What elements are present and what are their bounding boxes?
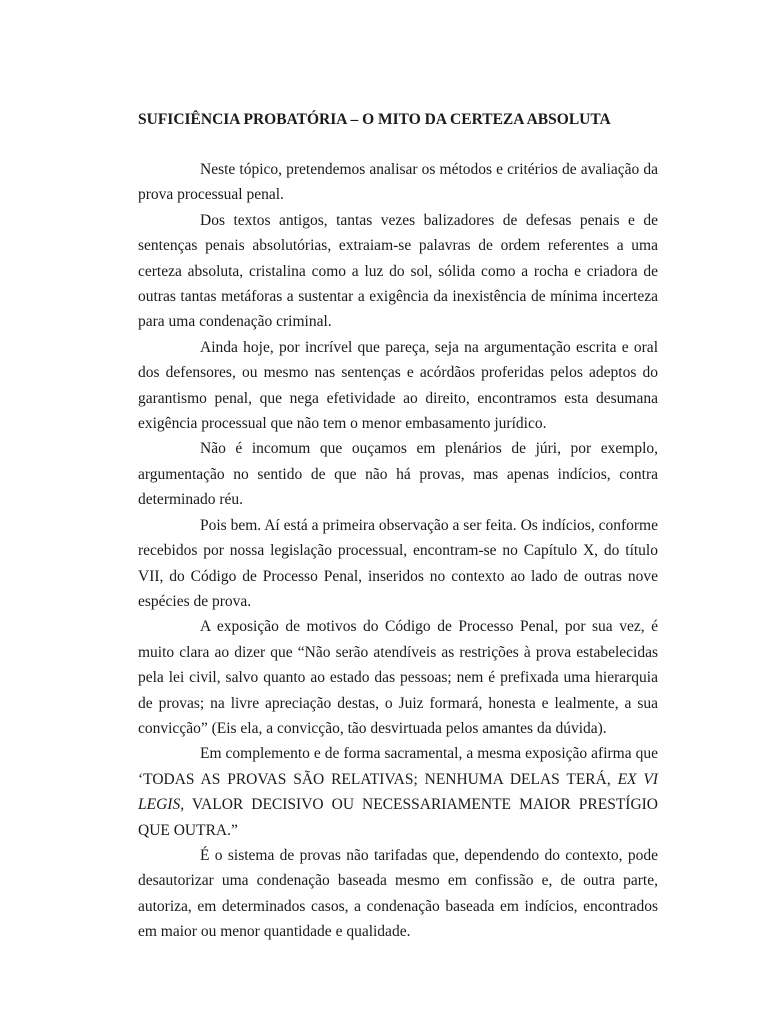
document-title: SUFICIÊNCIA PROBATÓRIA – O MITO DA CERTEZA ABSOLUTA: [138, 111, 611, 128]
italic-latin-phrase: EX VI LEGIS,: [138, 770, 658, 814]
document-page: [138, 108, 658, 945]
paragraph: Pois bem. Aí está a primeira observação a ser feita. Os indícios, conforme recebidos por nossa legislação processual, encontram-se no Capítulo X, do título VII, do Código de Processo Penal, inseridos no contexto ao lado de outras nove espécies de prova.: [138, 516, 658, 610]
paragraph-text: Em complemento e de forma sacramental, a mesma exposição afirma que ‘TODAS AS PROVAS SÃO RELATIVAS; NENHUMA DELAS TERÁ,: [138, 745, 658, 788]
paragraph: A exposição de motivos do Código de Processo Penal, por sua vez, é muito clara ao dizer que “Não serão atendíveis as restrições à prova estabelecidas pela lei civil, salvo quanto ao estado das pessoas; nem é prefixada uma hierarquia de provas; na livre apreciação destas, o Juiz formará, honesta e lealmente, a sua convicção” (Eis ela, a convicção, tão desvirtuada pelos amantes da dúvida).: [138, 618, 658, 737]
paragraph-text: VALOR DECISIVO OU NECESSARIAMENTE MAIOR PRESTÍGIO QUE OUTRA.”: [138, 796, 658, 839]
paragraph: É o sistema de provas não tarifadas que, dependendo do contexto, pode desautorizar uma condenação baseada mesmo em confissão e, de outra parte, autoriza, em determinados casos, a condenação baseada em indícios, encontrados em maior ou menor quantidade e qualidade.: [138, 846, 658, 941]
paragraph: Dos textos antigos, tantas vezes balizadores de defesas penais e de sentenças penais absolutórias, extraiam-se palavras de ordem referentes a uma certeza absoluta, cristalina como a luz do sol, sólida como a rocha e criadora de outras tantas metáforas a sustentar a exigência da inexistência de mínima incerteza para uma condenação criminal.: [138, 211, 658, 331]
paragraph: Neste tópico, pretendemos analisar os métodos e critérios de avaliação da prova processual penal.: [138, 161, 658, 204]
paragraph: Não é incomum que ouçamos em plenários de júri, por exemplo, argumentação no sentido de que não há provas, mas apenas indícios, contra determinado réu.: [138, 440, 658, 509]
paragraph: Ainda hoje, por incrível que pareça, seja na argumentação escrita e oral dos defensores, ou mesmo nas sentenças e acórdãos proferidas pelos adeptos do garantismo penal, que nega efetividade ao direito, encontramos esta desumana exigência processual que não tem o menor embasamento jurídico.: [138, 338, 658, 433]
paragraph: [138, 741, 658, 843]
